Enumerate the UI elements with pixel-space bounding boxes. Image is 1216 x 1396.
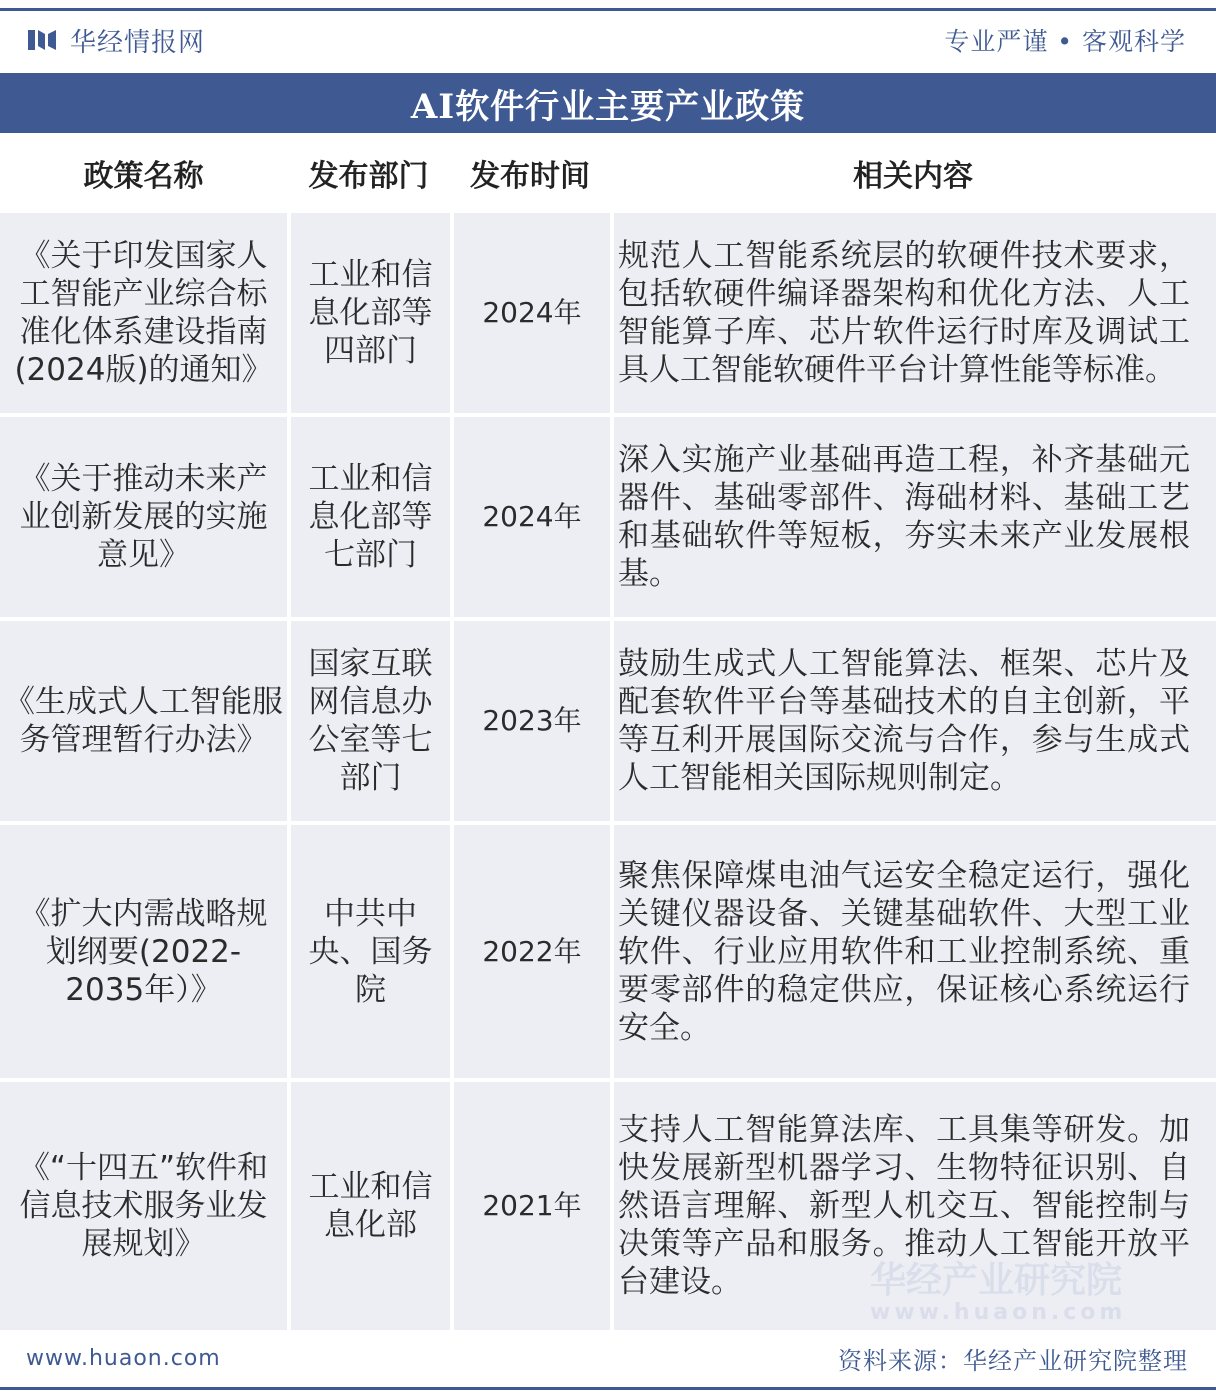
table-row: [0, 617, 1216, 821]
department-cell: 工业和信息化部等四部门: [287, 213, 450, 413]
data-source: 资料来源：华经产业研究院整理: [838, 1346, 1188, 1375]
slogan: 专业严谨 • 客观科学: [944, 27, 1186, 56]
website-link[interactable]: www.huaon.com: [26, 1345, 221, 1371]
footer: [0, 1331, 1216, 1385]
content-cell: 鼓励生成式人工智能算法、框架、芯片及配套软件平台等基础技术的自主创新，平等互利开展国际交流与合作，参与生成式人工智能相关国际规则制定。: [610, 621, 1216, 821]
content-cell: 支持人工智能算法库、工具集等研发。加快发展新型机器学习、生物特征识别、自然语言理解、新型人机交互、智能控制与决策等产品和服务。推动人工智能开放平台建设。: [610, 1082, 1216, 1330]
year-cell: 2024年: [450, 213, 610, 413]
table-row: [0, 821, 1216, 1078]
column-header-department: 发布部门: [308, 159, 429, 194]
year-cell: 2024年: [450, 417, 610, 617]
policy-table: [0, 133, 1216, 1330]
policy-name-cell: 《生成式人工智能服务管理暂行办法》: [4, 684, 283, 758]
year-cell: 2021年: [450, 1082, 610, 1330]
department-cell: 工业和信息化部等七部门: [287, 417, 450, 617]
table-row: [0, 1078, 1216, 1330]
page-title: AI软件行业主要产业政策: [0, 73, 1216, 133]
brand-name: 华经情报网: [70, 27, 206, 58]
content-cell: 深入实施产业基础再造工程，补齐基础元器件、基础零部件、海础材料、基础工艺和基础软件等短板，夯实未来产业发展根基。: [610, 417, 1216, 617]
department-cell: 国家互联网信息办公室等七部门: [287, 621, 450, 821]
table-row: [0, 213, 1216, 413]
header-bar: [0, 11, 1216, 69]
department-cell: 中共中央、国务院: [287, 825, 450, 1078]
year-cell: 2023年: [450, 621, 610, 821]
policy-name-cell: 《关于推动未来产业创新发展的实施意见》: [19, 461, 268, 573]
year-cell: 2022年: [450, 825, 610, 1078]
brand: [28, 22, 205, 59]
policy-name-cell: 《关于印发国家人工智能产业综合标准化体系建设指南(2024版)的通知》: [14, 238, 273, 388]
policy-name-cell: 《扩大内需战略规划纲要(2022-2035年）》: [19, 895, 268, 1008]
huajing-logo-icon: [28, 26, 58, 54]
department-cell: 工业和信息化部: [287, 1082, 450, 1330]
table-row: [0, 413, 1216, 617]
bottom-rule: [0, 1387, 1216, 1390]
table-header-row: [0, 133, 1216, 213]
policy-name-cell: 《“十四五”软件和信息技术服务业发展规划》: [18, 1150, 269, 1262]
column-header-date: 发布时间: [470, 159, 590, 194]
column-header-policy-name: 政策名称: [83, 159, 204, 194]
column-header-content: 相关内容: [853, 159, 973, 194]
content-cell: 聚焦保障煤电油气运安全稳定运行，强化关键仪器设备、关键基础软件、大型工业软件、行业应用软件和工业控制系统、重要零部件的稳定供应，保证核心系统运行安全。: [610, 825, 1216, 1078]
content-cell: 规范人工智能系统层的软硬件技术要求，包括软硬件编译器架构和优化方法、人工智能算子库、芯片软件运行时库及调试工具人工智能软硬件平台计算性能等标准。: [610, 213, 1216, 413]
